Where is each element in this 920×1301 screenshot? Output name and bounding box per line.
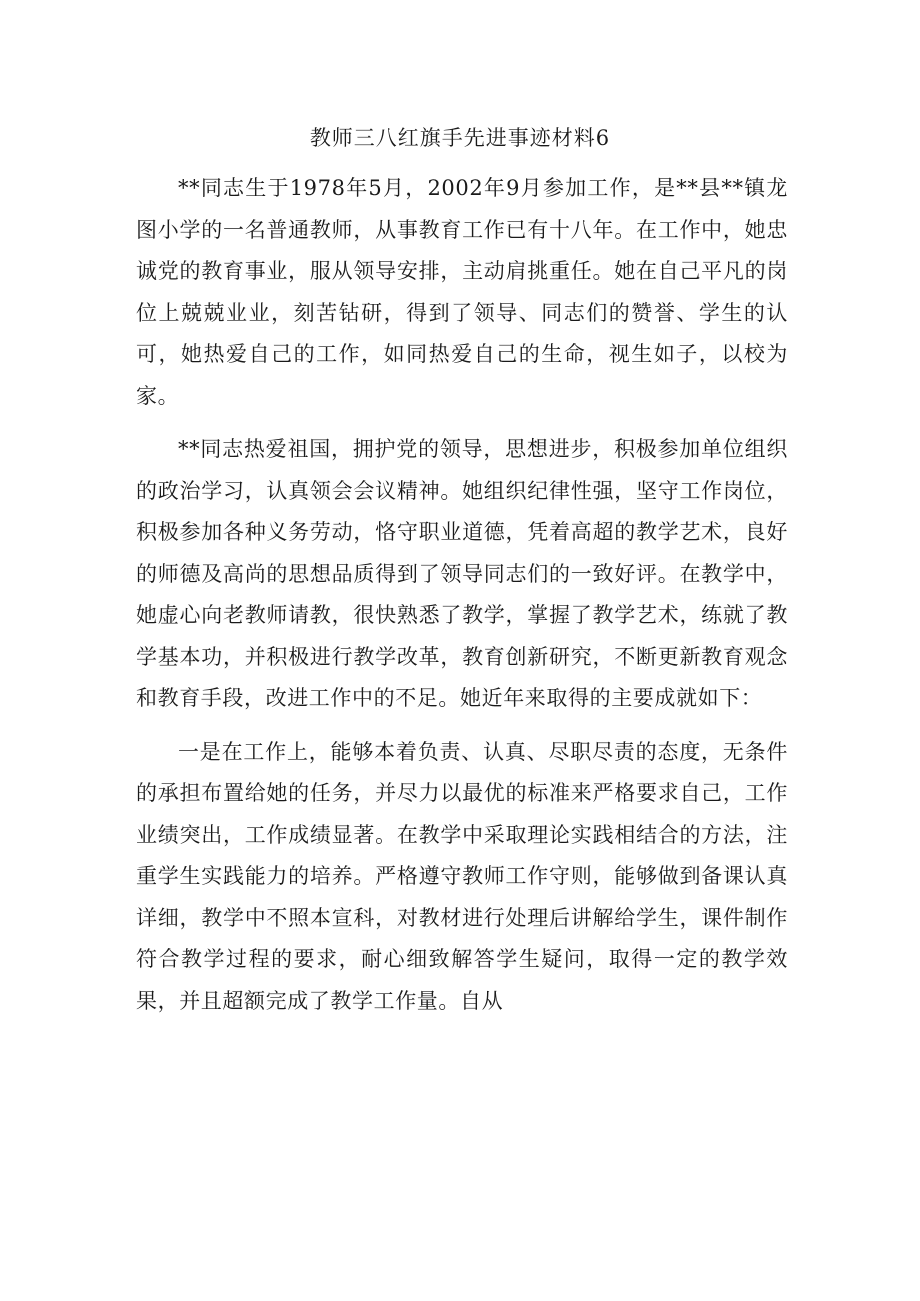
paragraph-3: 一是在工作上，能够本着负责、认真、尽职尽责的态度，无条件的承担布置给她的任务，并尽力以最优的标准来严格要求自己，工作业绩突出，工作成绩显著。在教学中采取理论实践相结合的方法，注重学生实践能力的培养。严格遵守教师工作守则，能够做到备课认真详细，教学中不照本宣科，对教材进行处理后讲解给学生，课件制作符合教学过程的要求，耐心细致解答学生疑问，取得一定的教学效果，并且超额完成了教学工作量。自从 <box>136 739 788 1013</box>
document-body <box>136 168 788 1034</box>
document-title: 教师三八红旗手先进事迹材料6 <box>309 126 611 150</box>
paragraph-1: **同志生于1978年5月，2002年9月参加工作，是**县**镇龙图小学的一名普通教师，从事教育工作已有十八年。在工作中，她忠诚党的教育事业，服从领导安排，主动肩挑重任。她在自己平凡的岗位上兢兢业业，刻苦钻研，得到了领导、同志们的赞誉、学生的认可，她热爱自己的工作，如同热爱自己的生命，视生如子，以校为家。 <box>136 176 788 408</box>
paragraph-2: **同志热爱祖国，拥护党的领导，思想进步，积极参加单位组织的政治学习，认真领会会议精神。她组织纪律性强，坚守工作岗位，积极参加各种义务劳动，恪守职业道德，凭着高超的教学艺术，良好的师德及高尚的思想品质得到了领导同志们的一致好评。在教学中，她虚心向老教师请教，很快熟悉了教学，掌握了教学艺术，练就了教学基本功，并积极进行教学改革，教育创新研究，不断更新教育观念和教育手段，改进工作中的不足。她近年来取得的主要成就如下： <box>136 437 788 710</box>
